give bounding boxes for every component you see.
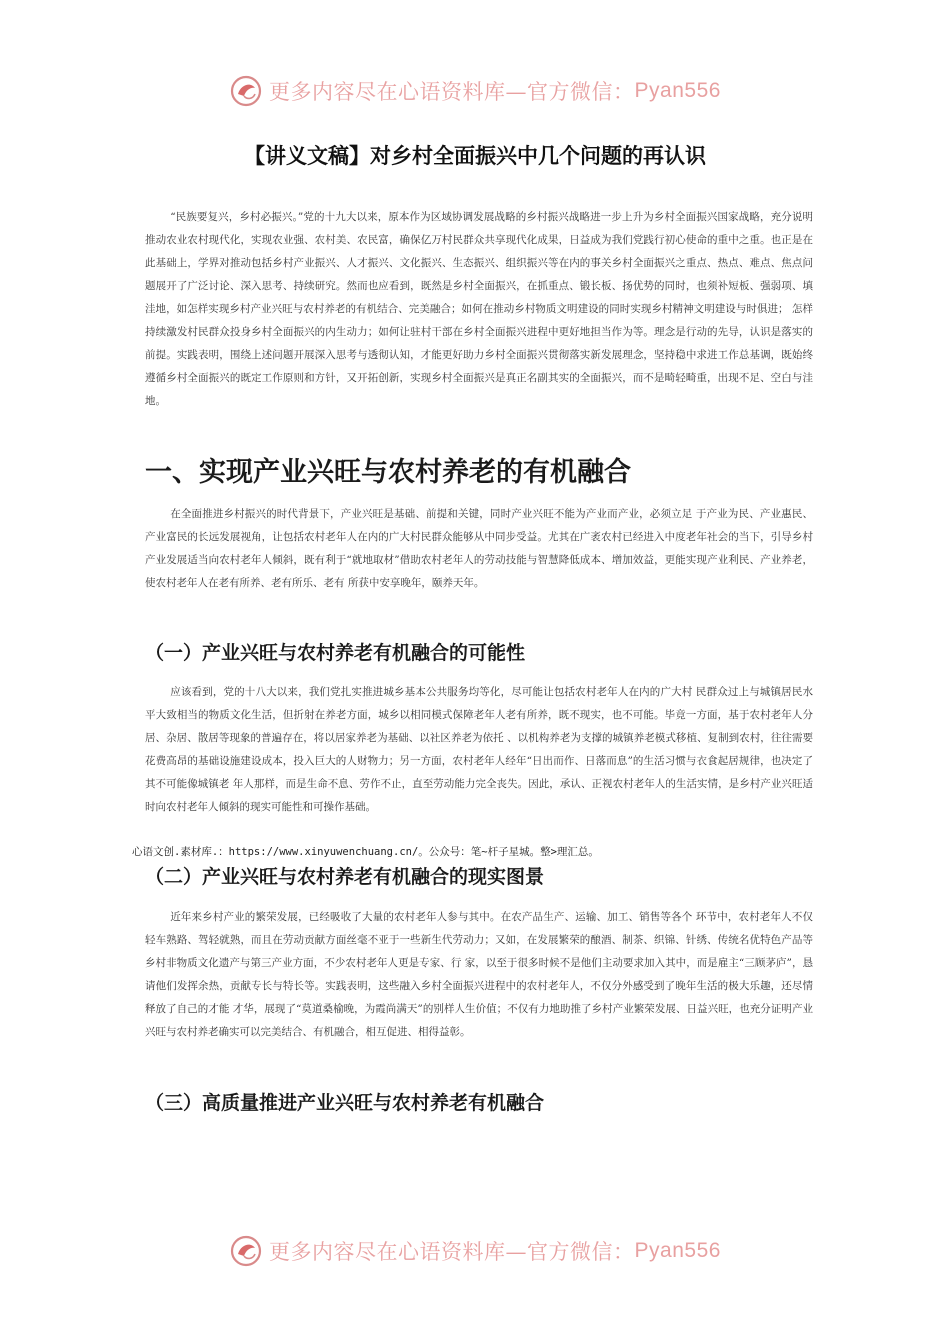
section-1-paragraph: 在全面推进乡村振兴的时代背景下，产业兴旺是基础、前提和关键，同时产业兴旺不能为产业而产业，必须立足 于产业为民、产业惠民、产业富民的长远发展视角，让包括农村老年人在内的广大村民群众能够从中同步受益。尤其在广袤农村已经进入中度老年社会的当下，引导乡村产业发展适当向农村老年人倾斜，既有利于“就地取材”借助农村老年人的劳动技能与智慧降低成本、增加效益，更能实现产业利民、产业养老，使农村老年人在老有所养、老有所乐、老有 所获中安享晚年，颐养天年。 [145, 508, 813, 589]
intro-paragraph: “民族要复兴，乡村必振兴。”党的十九大以来，原本作为区域协调发展战略的乡村振兴战略进一步上升为乡村全面振兴国家战略，充分说明推动农业农村现代化，实现农业强、农村美、农民富，确保亿万村民群众共享现代化成果，日益成为我们党践行初心使命的重中之重。也正是在此基础上，学界对推动包括乡村产业振兴、人才振兴、文化振兴、生态振兴、组织振兴等在内的事关乡村全面振兴之重点、热点、难点、焦点问题展开了广泛讨论、深入思考、持续研究。然而也应看到，既然是乡村全面振兴，在抓重点、锻长板、扬优势的同时，也须补短板、强弱项、填洼地，如怎样实现乡村产业兴旺与农村养老的有机结合、完美融合；如何在推动乡村物质文明建设的同时实现乡村精神文明建设与时俱进； 怎样持续激发村民群众投身乡村全面振兴的内生动力；如何让驻村干部在乡村全面振兴进程中更好地担当作为等。理念是行动的先导，认识是落实的前提。实践表明，围绕上述问题开展深入思考与透彻认知，才能更好助力乡村全面振兴贯彻落实新发展理念，坚持稳中求进工作总基调，既始终遵循乡村全面振兴的既定工作原则和方针，又开拓创新，实现乡村全面振兴是真正名副其实的全面振兴，而不是畸轻畸重，出现不足、空白与洼地。 [145, 211, 813, 407]
watermark-top [0, 74, 950, 108]
subsection-1-heading: （一）产业兴旺与农村养老有机融合的可能性 [145, 642, 526, 664]
section-1-heading: 一、实现产业兴旺与农村养老的有机融合 [145, 457, 631, 488]
watermark-wechat-id: Pyan556 [634, 1239, 721, 1262]
document-title: 【讲义文稿】对乡村全面振兴中几个问题的再认识 [244, 144, 706, 168]
subsection-2-heading: （二）产业兴旺与农村养老有机融合的现实图景 [145, 866, 545, 888]
watermark-text: 更多内容尽在心语资料库—官方微信： [269, 1240, 635, 1264]
source-note: 心语文创.素材库.：https://www.xinyuwenchuang.cn/。公众号：笔~杆子星城。整>理汇总。 [132, 846, 599, 858]
flower-logo-icon [229, 74, 263, 108]
subsection-1-paragraph: 应该看到，党的十八大以来，我们党扎实推进城乡基本公共服务均等化，尽可能让包括农村老年人在内的广大村 民群众过上与城镇居民水平大致相当的物质文化生活，但折射在养老方面，城乡以相同模式保障老年人老有所养，既不现实，也不可能。毕竟一方面，基于农村老年人分居、杂居、散居等现象的普遍存在，将以居家养老为基础、以社区养老为依托 、以机构养老为支撑的城镇养老模式移植、复制到农村，往往需要花费高昂的基础设施建设成本，投入巨大的人财物力；另一方面，农村老年人经年“日出而作、日落而息”的生活习惯与衣食起居规律，也决定了其不可能像城镇老 年人那样，而是生命不息、劳作不止，直至劳动能力完全丧失。因此，承认、正视农村老年人的生活实情，是乡村产业兴旺适时向农村老年人倾斜的现实可能性和可操作基础。 [145, 686, 813, 813]
watermark-text: 更多内容尽在心语资料库—官方微信： [269, 80, 635, 104]
subsection-2-paragraph: 近年来乡村产业的繁荣发展，已经吸收了大量的农村老年人参与其中。在农产品生产、运输、加工、销售等各个 环节中，农村老年人不仅轻车熟路、驾轻就熟，而且在劳动贡献方面丝毫不亚于一些新生代劳动力；又如，在发展繁荣的酿酒、制茶、织锦、针绣、传统名优特色产品等乡村非物质文化遗产与第三产业方面，不少农村老年人更是专家、行 家，以至于很多时候不是他们主动要求加入其中，而是雇主“三顾茅庐”，恳请他们发挥余热，贡献专长与特长等。实践表明，这些融入乡村全面振兴进程中的农村老年人，不仅分外感受到了晚年生活的极大乐趣，还尽情释放了自己的才能 才华，展现了“莫道桑榆晚，为霞尚满天”的别样人生价值；不仅有力地助推了乡村产业繁荣发展、日益兴旺，也充分证明产业兴旺与农村养老确实可以完美结合、有机融合，相互促进、相得益彰。 [145, 911, 813, 1038]
watermark-bottom [0, 1234, 950, 1268]
flower-logo-icon [229, 1234, 263, 1268]
subsection-3-heading: （三）高质量推进产业兴旺与农村养老有机融合 [145, 1092, 545, 1114]
watermark-wechat-id: Pyan556 [634, 79, 721, 102]
